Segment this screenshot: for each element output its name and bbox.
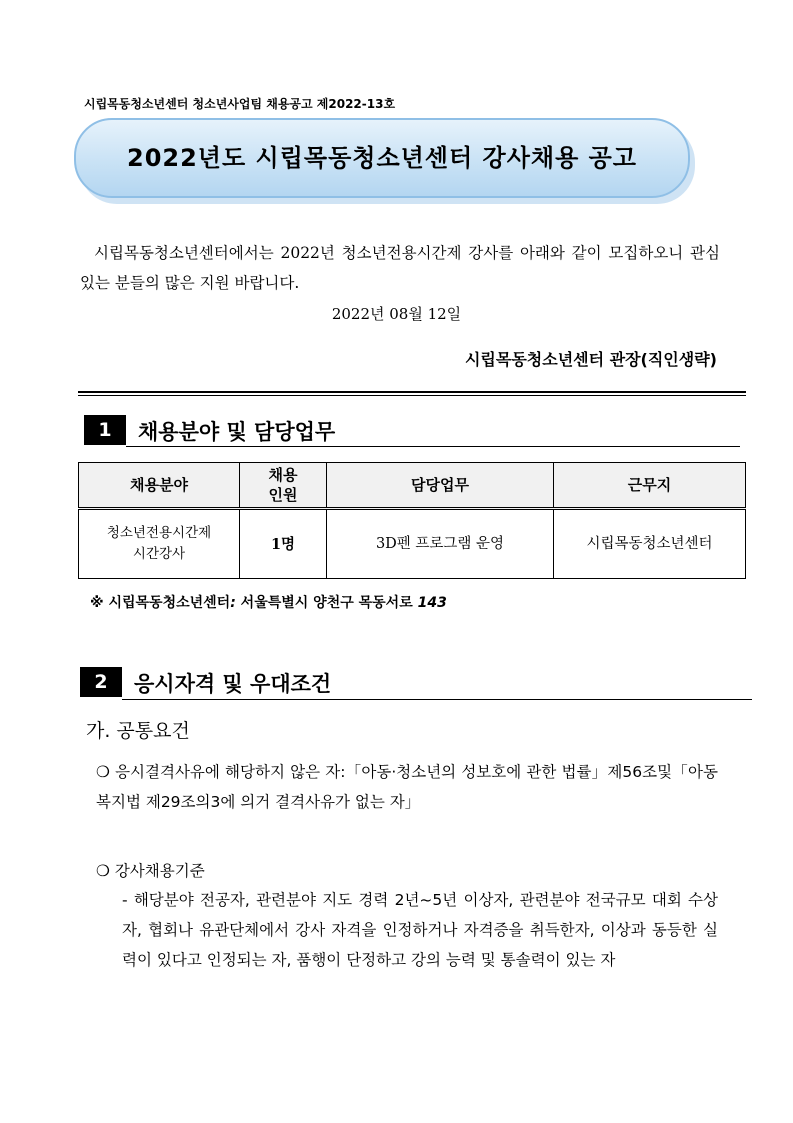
subheading: 가. 공통요건 bbox=[86, 720, 190, 742]
note-prefix: ※ 시립목동청소년센터 bbox=[90, 595, 231, 611]
table-header: 채용분야 bbox=[79, 463, 240, 509]
divider bbox=[78, 395, 746, 396]
requirement-item: ❍ 강사채용기준 bbox=[96, 862, 205, 880]
table-header: 근무지 bbox=[554, 463, 746, 509]
jobs-table bbox=[78, 462, 746, 579]
note-address: 서울특별시 양천구 목동서로 bbox=[235, 595, 418, 611]
section-number: 2 bbox=[80, 667, 122, 697]
note-number: 143 bbox=[417, 595, 447, 611]
table-header: 채용 인원 bbox=[240, 463, 327, 509]
notice-date: 2022년 08월 12일 bbox=[331, 305, 462, 323]
page-title: 2022년도 시립목동청소년센터 강사채용 공고 bbox=[127, 144, 637, 172]
table-cell: 시립목동청소년센터 bbox=[554, 509, 746, 579]
table-header-row bbox=[79, 463, 746, 509]
divider bbox=[78, 391, 746, 393]
section-underline bbox=[126, 446, 740, 447]
section-number: 1 bbox=[84, 415, 126, 445]
requirement-item: ❍ 응시결격사유에 해당하지 않은 자:「아동·청소년의 성보호에 관한 법률」제56조및「아동복지법 제29조의3에 의거 결격사유가 없는 자」 bbox=[96, 763, 718, 811]
section-underline bbox=[122, 699, 752, 700]
note-colon: : bbox=[230, 595, 236, 611]
table-cell: 1명 bbox=[240, 509, 327, 579]
section-title: 채용분야 및 담당업무 bbox=[138, 420, 336, 444]
requirement-detail: - 해당분야 전공자, 관련분야 지도 경력 2년~5년 이상자, 관련분야 전국규모 대회 수상자, 협회나 유관단체에서 강사 자격을 인정하거나 자격증을 취득한자, 이상과 동등한 실력이 있다고 인정되는 자, 품행이 단정하고 강의 능력 및 통솔력이 있는 자 bbox=[122, 891, 718, 969]
section-title: 응시자격 및 우대조건 bbox=[134, 672, 332, 696]
table-header: 담당업무 bbox=[327, 463, 554, 509]
address-note bbox=[90, 592, 447, 612]
table-cell: 3D펜 프로그램 운영 bbox=[327, 509, 554, 579]
signer: 시립목동청소년센터 관장(직인생략) bbox=[464, 350, 717, 369]
intro-paragraph: 시립목동청소년센터에서는 2022년 청소년전용시간제 강사를 아래와 같이 모집하오니 관심 있는 분들의 많은 지원 바랍니다. bbox=[80, 244, 720, 292]
table-row bbox=[79, 509, 746, 579]
notice-number: 시립목동청소년센터 청소년사업팀 채용공고 제2022-13호 bbox=[84, 97, 396, 111]
table-cell: 청소년전용시간제 시간강사 bbox=[79, 509, 240, 579]
